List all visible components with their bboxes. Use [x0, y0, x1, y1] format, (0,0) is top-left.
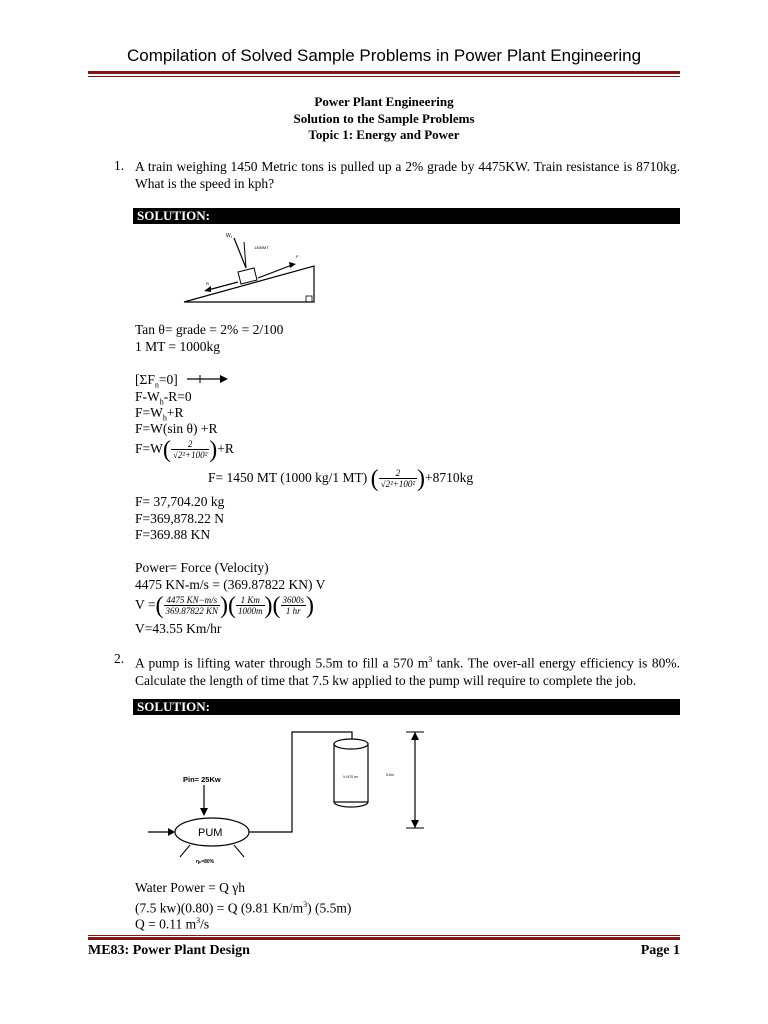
height-arrow-up — [411, 732, 419, 740]
pin-arrowhead — [200, 808, 208, 816]
train-block — [238, 268, 257, 284]
flow-rate-result: Q = 0.11 $m^3/s$ — [135, 916, 210, 932]
pin-label: Pin= 25Kw — [183, 775, 221, 784]
power-formula: Power= Force (Velocity) — [135, 560, 269, 575]
force-line — [258, 265, 292, 278]
tank-bottom — [334, 802, 368, 807]
equation-3: F=W(sin θ) +R — [135, 421, 218, 436]
resistance-arrowhead — [204, 286, 211, 292]
velocity-equation: V =( $\frac{4475 KN-m/s}{369.87822 KN}$ )( $\frac{1 Km}{1000m}$ )( $\frac{3600s}{1 hr}$ ) — [135, 592, 315, 619]
footer-rule-thin — [88, 935, 680, 936]
tank-label: V=570 m³ — [343, 775, 359, 779]
loss-arrow-right — [234, 845, 244, 857]
result-n: F=369,878.22 N — [135, 511, 224, 526]
mass-label: 1450MT — [254, 245, 269, 250]
force-label: F — [296, 254, 299, 259]
sum-forces-line: $[\Sigma F_n=0]$ — [135, 372, 178, 390]
problem-2-number: 2. — [114, 651, 125, 666]
tank-body — [334, 744, 368, 802]
efficiency-label: ηₚ=80% — [196, 859, 215, 865]
pump-label: PUM — [198, 827, 223, 839]
problem-1-number: 1. — [114, 158, 125, 173]
incline-diagram — [180, 228, 320, 306]
height-arrow-down — [411, 820, 419, 828]
heading-line-3: Topic 1: Energy and Power — [308, 127, 460, 142]
weight-label: $W_t$ — [226, 233, 232, 239]
problem-2-text: A pump is lifting water through 5.5m to fill a 570 $m^3$ tank. The over-all energy efficiency is 80%. Calculate the length of time that 7.5 kw applied to the pump will require to complete the job. — [135, 655, 680, 688]
mt-line: 1 MT = 1000kg — [135, 339, 220, 354]
power-equation: 4475 KN-m/s = (369.87822 KN) V — [135, 577, 326, 592]
inlet-arrowhead — [168, 828, 175, 836]
force-arrowhead — [289, 262, 296, 268]
equation-5: F= 1450 MT (1000 kg/1 MT) ( $\frac{2}{\text{√2²+100²}}$ )+8710kg — [208, 465, 474, 492]
equation-4: F=W( $\frac{2}{\text{√2²+100²}}$ )+R — [135, 436, 234, 463]
equation-1: $F-W_h-R=0$ — [135, 389, 192, 407]
right-angle-mark — [306, 296, 312, 302]
resistance-label: R — [206, 281, 209, 286]
height-label: 5.5m — [386, 773, 394, 777]
result-kg: F= 37,704.20 kg — [135, 494, 225, 509]
water-power-equation: (7.5 kw)(0.80) = Q (9.81 $Kn/m^3$) (5.5m) — [135, 900, 352, 916]
running-header: Compilation of Solved Sample Problems in Power Plant Engineering — [126, 46, 642, 65]
water-power-line: Water Power = Q γh — [135, 880, 245, 895]
footer-course: ME83: Power Plant Design — [88, 943, 250, 958]
pump-diagram — [140, 722, 450, 872]
footer-page-number: Page 1 — [640, 943, 680, 958]
header-rule — [88, 71, 680, 74]
solution-bar-1: SOLUTION: — [133, 208, 680, 224]
footer-rule — [88, 937, 680, 940]
tank-top — [334, 739, 368, 749]
problem-1-text: A train weighing 1450 Metric tons is pulled up a 2% grade by 4475KW. Train resistance is 8710kg. What is the speed in kph? — [135, 159, 680, 191]
tan-line: Tan θ= grade = 2% = 2/100 — [135, 322, 284, 337]
right-arrow-icon — [186, 373, 230, 385]
equation-2: $F=W_h+R$ — [135, 405, 184, 423]
result-kn: F=369.88 KN — [135, 527, 211, 542]
velocity-result: V=43.55 Km/hr — [135, 621, 222, 636]
header-rule-thin — [88, 76, 680, 77]
loss-arrow-left — [180, 845, 190, 857]
heading-line-1: Power Plant Engineering — [314, 94, 454, 109]
solution-bar-2: SOLUTION: — [133, 699, 680, 715]
heading-line-2: Solution to the Sample Problems — [293, 111, 475, 126]
